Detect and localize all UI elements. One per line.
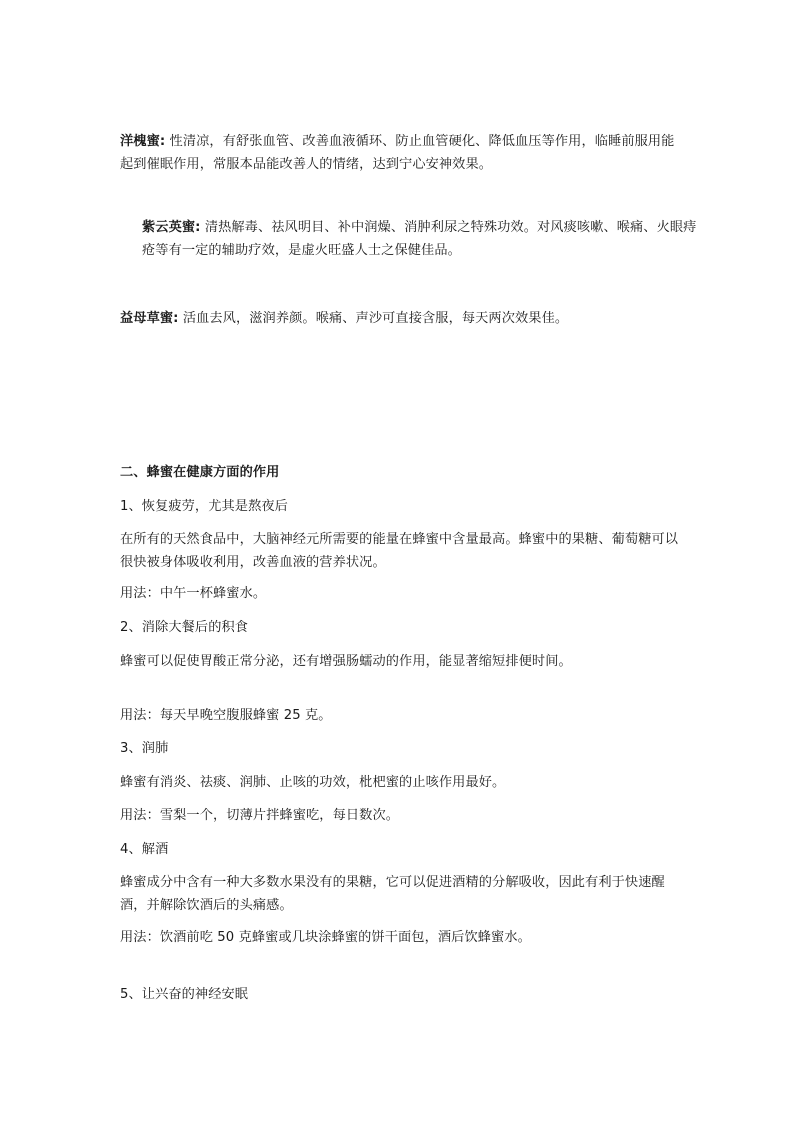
text-yimucao: 活血去风，滋润养颜。喉痛、声沙可直接含服，每天两次效果佳。	[178, 311, 569, 326]
item-3-usage: 用法：雪梨一个，切薄片拌蜂蜜吃，每日数次。	[120, 808, 400, 823]
item-5-title: 5、让兴奋的神经安眠	[120, 987, 249, 1002]
term-yanghuai: 洋槐蜜:	[120, 134, 166, 149]
item-3-title: 3、润肺	[120, 741, 169, 756]
section-2-title: 二、蜂蜜在健康方面的作用	[120, 465, 280, 480]
text-yanghuai: 性清凉，有舒张血管、改善血液循环、防止血管硬化、降低血压等作用，临睡前服用能起到催眠作用，常服本品能改善人的情绪，达到宁心安神效果。	[120, 134, 675, 172]
item-4-title: 4、解酒	[120, 842, 169, 857]
paragraph-ziyunying-honey	[120, 216, 702, 262]
item-2-title: 2、消除大餐后的积食	[120, 620, 249, 635]
item-2-body: 蜂蜜可以促使胃酸正常分泌，还有增强肠蠕动的作用，能显著缩短排便时间。	[120, 654, 572, 669]
text-ziyunying: 清热解毒、祛风明目、补中润燥、消肿利尿之特殊功效。对风痰咳嗽、喉痛、火眼痔疮等有一定的辅助疗效，是虚火旺盛人士之保健佳品。	[142, 220, 697, 258]
item-1-usage: 用法：中午一杯蜂蜜水。	[120, 586, 267, 601]
item-3-body: 蜂蜜有消炎、祛痰、润肺、止咳的功效，枇杷蜜的止咳作用最好。	[120, 775, 506, 790]
item-4-body: 蜂蜜成分中含有一种大多数水果没有的果糖，它可以促进酒精的分解吸收，因此有利于快速醒酒，并解除饮酒后的头痛感。	[120, 875, 665, 913]
item-4-usage: 用法：饮酒前吃 50 克蜂蜜或几块涂蜂蜜的饼干面包，酒后饮蜂蜜水。	[120, 930, 531, 945]
paragraph-yimucao-honey	[120, 307, 680, 330]
item-1-body: 在所有的天然食品中，大脑神经元所需要的能量在蜂蜜中含量最高。蜂蜜中的果糖、葡萄糖可以很快被身体吸收利用，改善血液的营养状况。	[120, 532, 679, 570]
item-1-title: 1、恢复疲劳，尤其是熬夜后	[120, 499, 288, 514]
item-2-usage: 用法：每天早晚空腹服蜂蜜 25 克。	[120, 708, 332, 723]
term-ziyunying: 紫云英蜜:	[142, 220, 201, 235]
term-yimucao: 益母草蜜:	[120, 311, 179, 326]
paragraph-yanghuai-honey	[120, 130, 680, 176]
